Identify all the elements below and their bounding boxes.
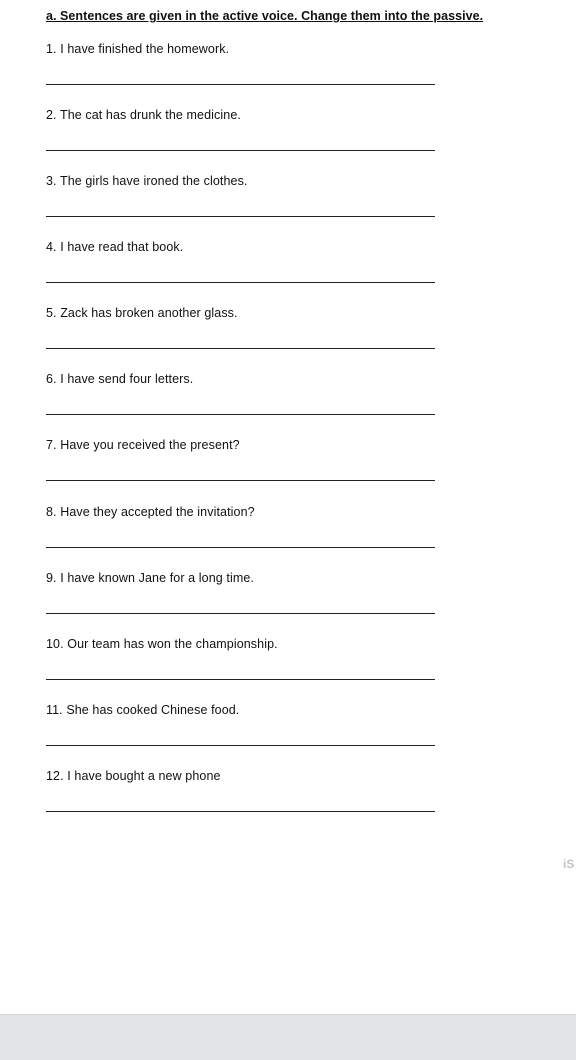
answer-line — [46, 811, 435, 812]
exercise-item — [46, 108, 446, 174]
exercise-item — [46, 240, 446, 306]
answer-line — [46, 679, 435, 680]
exercise-item — [46, 42, 446, 108]
exercise-item — [46, 571, 446, 637]
exercise-sentence: 10. Our team has won the championship. — [46, 637, 278, 651]
answer-line — [46, 414, 435, 415]
answer-line — [46, 480, 435, 481]
worksheet-heading: a. Sentences are given in the active voice. Change them into the passive. — [46, 9, 484, 23]
answer-line — [46, 348, 435, 349]
exercise-sentence: 7. Have you received the present? — [46, 438, 240, 452]
exercise-item — [46, 703, 446, 769]
exercise-item — [46, 505, 446, 571]
exercise-sentence: 5. Zack has broken another glass. — [46, 306, 238, 320]
answer-line — [46, 745, 435, 746]
exercise-item — [46, 372, 446, 438]
exercise-sentence: 4. I have read that book. — [46, 240, 184, 254]
exercise-sentence: 12. I have bought a new phone — [46, 769, 221, 783]
exercise-item — [46, 174, 446, 240]
exercise-sentence: 11. She has cooked Chinese food. — [46, 703, 240, 717]
exercise-item — [46, 306, 446, 372]
exercise-sentence: 8. Have they accepted the invitation? — [46, 505, 255, 519]
bottom-bar — [0, 1014, 576, 1060]
watermark-text: iS — [563, 857, 575, 871]
answer-line — [46, 282, 435, 283]
answer-line — [46, 216, 435, 217]
answer-line — [46, 613, 435, 614]
exercise-sentence: 1. I have finished the homework. — [46, 42, 230, 56]
answer-line — [46, 150, 435, 151]
exercise-sentence: 9. I have known Jane for a long time. — [46, 571, 254, 585]
exercise-sentence: 6. I have send four letters. — [46, 372, 194, 386]
answer-line — [46, 84, 435, 85]
exercise-item — [46, 438, 446, 504]
exercise-item — [46, 637, 446, 703]
exercise-sentence: 3. The girls have ironed the clothes. — [46, 174, 248, 188]
exercise-sentence: 2. The cat has drunk the medicine. — [46, 108, 241, 122]
exercise-item — [46, 769, 446, 835]
answer-line — [46, 547, 435, 548]
